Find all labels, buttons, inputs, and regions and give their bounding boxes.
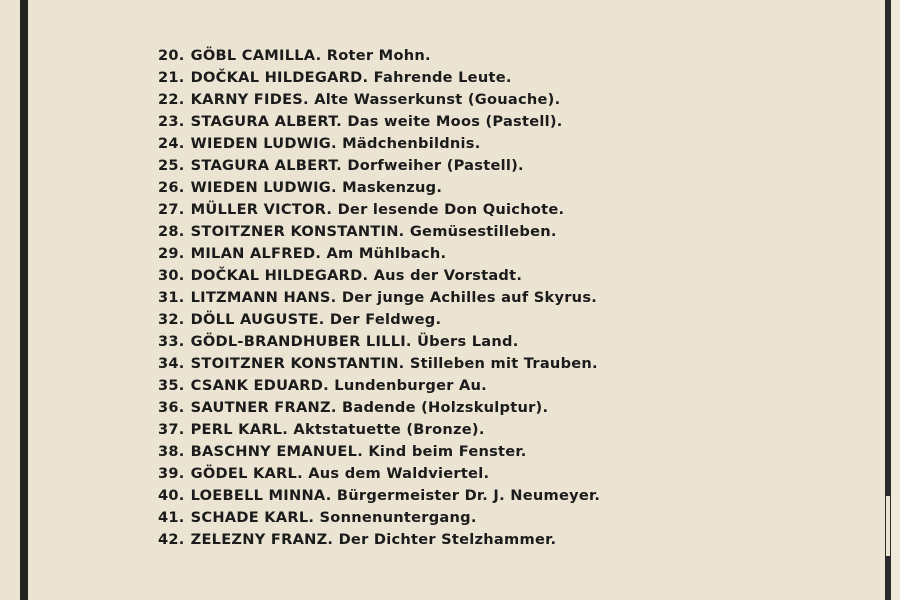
entry-artist: GÖDL-BRANDHUBER LILLI. xyxy=(190,333,412,350)
entry-number: 32. xyxy=(158,311,185,328)
catalog-entry xyxy=(158,89,600,111)
entry-artist: MÜLLER VICTOR. xyxy=(190,201,333,218)
entry-number: 23. xyxy=(158,113,185,130)
entry-number: 34. xyxy=(158,355,185,372)
entry-artist: STOITZNER KONSTANTIN. xyxy=(190,355,405,372)
entry-number: 33. xyxy=(158,333,185,350)
entry-title: Aktstatuette (Bronze). xyxy=(293,421,485,438)
catalog-list xyxy=(158,45,600,551)
entry-artist: STOITZNER KONSTANTIN. xyxy=(190,223,405,240)
entry-title: Aus dem Waldviertel. xyxy=(308,465,490,482)
entry-artist: WIEDEN LUDWIG. xyxy=(190,179,337,196)
entry-artist: MILAN ALFRED. xyxy=(190,245,322,262)
entry-artist: BASCHNY EMANUEL. xyxy=(190,443,363,460)
entry-number: 31. xyxy=(158,289,185,306)
entry-title: Alte Wasserkunst (Gouache). xyxy=(314,91,561,108)
entry-title: Badende (Holzskulptur). xyxy=(341,399,549,416)
entry-title: Stilleben mit Trauben. xyxy=(409,355,598,372)
entry-artist: PERL KARL. xyxy=(190,421,289,438)
entry-number: 36. xyxy=(158,399,185,416)
entry-title: Der Feldweg. xyxy=(329,311,442,328)
entry-title: Bürgermeister Dr. J. Neumeyer. xyxy=(336,487,601,504)
entry-number: 28. xyxy=(158,223,185,240)
entry-title: Roter Mohn. xyxy=(326,47,431,64)
catalog-entry xyxy=(158,507,600,529)
entry-artist: CSANK EDUARD. xyxy=(190,377,329,394)
entry-number: 24. xyxy=(158,135,185,152)
entry-title: Der Dichter Stelzhammer. xyxy=(338,531,557,548)
entry-title: Mädchenbildnis. xyxy=(342,135,481,152)
catalog-entry xyxy=(158,441,600,463)
entry-number: 20. xyxy=(158,47,185,64)
entry-title: Übers Land. xyxy=(417,333,519,350)
entry-number: 39. xyxy=(158,465,185,482)
entry-artist: GÖBL CAMILLA. xyxy=(190,47,322,64)
catalog-entry xyxy=(158,177,600,199)
entry-number: 42. xyxy=(158,531,185,548)
entry-artist: DOČKAL HILDEGARD. xyxy=(190,267,369,284)
entry-title: Aus der Vorstadt. xyxy=(373,267,523,284)
entry-artist: KARNY FIDES. xyxy=(190,91,309,108)
entry-artist: STAGURA ALBERT. xyxy=(190,157,342,174)
entry-artist: SAUTNER FRANZ. xyxy=(190,399,337,416)
catalog-entry xyxy=(158,243,600,265)
entry-title: Der lesende Don Quichote. xyxy=(337,201,565,218)
entry-artist: SCHADE KARL. xyxy=(190,509,315,526)
entry-number: 27. xyxy=(158,201,185,218)
entry-number: 26. xyxy=(158,179,185,196)
entry-number: 25. xyxy=(158,157,185,174)
catalog-entry xyxy=(158,485,600,507)
left-border-rule xyxy=(20,0,28,600)
entry-number: 41. xyxy=(158,509,185,526)
right-border-gap xyxy=(886,496,890,556)
entry-artist: LOEBELL MINNA. xyxy=(190,487,332,504)
entry-number: 40. xyxy=(158,487,185,504)
entry-artist: LITZMANN HANS. xyxy=(190,289,337,306)
catalog-entry xyxy=(158,529,600,551)
entry-title: Maskenzug. xyxy=(342,179,443,196)
catalog-entry xyxy=(158,375,600,397)
entry-artist: STAGURA ALBERT. xyxy=(190,113,342,130)
entry-artist: WIEDEN LUDWIG. xyxy=(190,135,337,152)
entry-number: 35. xyxy=(158,377,185,394)
entry-title: Gemüsestilleben. xyxy=(409,223,557,240)
entry-number: 21. xyxy=(158,69,185,86)
entry-title: Am Mühlbach. xyxy=(326,245,447,262)
catalog-entry xyxy=(158,111,600,133)
catalog-entry xyxy=(158,199,600,221)
catalog-entry xyxy=(158,155,600,177)
entry-artist: GÖDEL KARL. xyxy=(190,465,303,482)
entry-number: 22. xyxy=(158,91,185,108)
catalog-entry xyxy=(158,353,600,375)
entry-title: Das weite Moos (Pastell). xyxy=(347,113,563,130)
catalog-entry xyxy=(158,463,600,485)
catalog-entry xyxy=(158,331,600,353)
catalog-entry xyxy=(158,287,600,309)
entry-title: Sonnenuntergang. xyxy=(319,509,477,526)
right-page-margin xyxy=(891,0,900,600)
entry-artist: DÖLL AUGUSTE. xyxy=(190,311,325,328)
catalog-entry xyxy=(158,221,600,243)
catalog-entry xyxy=(158,45,600,67)
entry-title: Kind beim Fenster. xyxy=(368,443,527,460)
entry-number: 38. xyxy=(158,443,185,460)
entry-number: 30. xyxy=(158,267,185,284)
entry-title: Dorfweiher (Pastell). xyxy=(347,157,524,174)
entry-artist: ZELEZNY FRANZ. xyxy=(190,531,334,548)
catalog-entry xyxy=(158,309,600,331)
catalog-entry xyxy=(158,67,600,89)
catalog-entry xyxy=(158,133,600,155)
entry-title: Lundenburger Au. xyxy=(334,377,487,394)
entry-artist: DOČKAL HILDEGARD. xyxy=(190,69,369,86)
entry-title: Fahrende Leute. xyxy=(373,69,512,86)
catalog-entry xyxy=(158,265,600,287)
catalog-entry xyxy=(158,397,600,419)
entry-title: Der junge Achilles auf Skyrus. xyxy=(341,289,598,306)
catalog-entry xyxy=(158,419,600,441)
entry-number: 37. xyxy=(158,421,185,438)
entry-number: 29. xyxy=(158,245,185,262)
